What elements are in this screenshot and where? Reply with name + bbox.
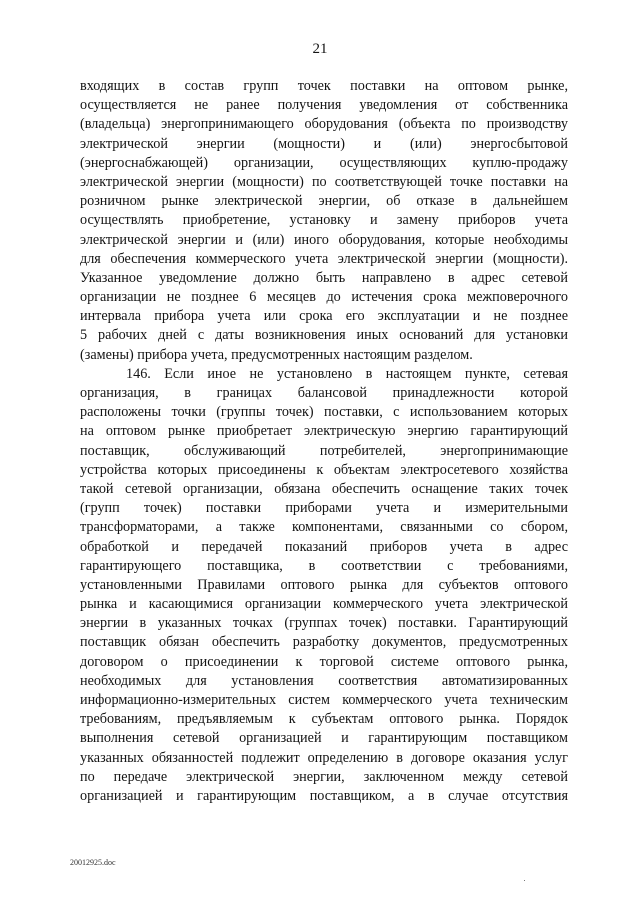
paragraph-146 xyxy=(80,365,568,806)
text-line: (владельца) энергопринимающего оборудования (объекта по производству xyxy=(80,116,568,133)
text-line: договором о присоединении к торговой системе оптового рынка, xyxy=(80,653,568,670)
text-line: Указанное уведомление должно быть направлено в адрес сетевой xyxy=(80,269,568,286)
text-line: рынка и касающимися организации коммерческого учета электрической xyxy=(80,596,568,613)
text-line: организацией и гарантирующим поставщиком, а в случае отсутствия xyxy=(80,787,568,804)
text-line: такой сетевой организации, обязана обеспечить оснащение таких точек xyxy=(80,480,568,497)
text-line: электрической энергии (мощности) по соответствующей точке поставки на xyxy=(80,173,568,190)
text-line: информационно-измерительных систем коммерческого учета техническим xyxy=(80,692,568,708)
text-line: требованиям, предъявляемым к субъектам оптового рынка. Порядок xyxy=(80,711,568,728)
text-line: для обеспечения коммерческого учета электрической энергии (мощности). xyxy=(80,250,568,267)
text-line: осуществляется не ранее получения уведомления от собственника xyxy=(80,97,568,114)
text-line: организация, в границах балансовой принадлежности которой xyxy=(80,385,568,401)
text-line: розничном рынке электрической энергии, об отказе в дальнейшем xyxy=(80,193,568,210)
text-line: (энергоснабжающей) организации, осуществляющих куплю-продажу xyxy=(80,154,568,171)
text-line: указанных обязанностей подлежит определению в договоре оказания услуг xyxy=(80,749,568,766)
text-line: 5 рабочих дней с даты возникновения иных оснований для установки xyxy=(80,327,568,344)
text-line: выполнения сетевой организацией и гарантирующим поставщиком xyxy=(80,730,568,747)
footer-filename: 20012925.doc xyxy=(70,858,116,867)
text-line: по передаче электрической энергии, заключенном между сетевой xyxy=(80,768,568,785)
text-line: электрической энергии и (или) иного оборудования, которые необходимы xyxy=(80,231,568,248)
text-line: энергии в указанных точках (группах точек) поставки. Гарантирующий xyxy=(80,615,568,632)
text-line: организации не позднее 6 месяцев до истечения срока межповерочного xyxy=(80,289,568,306)
text-line: интервала прибора учета или срока его эксплуатации и не позднее xyxy=(80,308,568,325)
text-line: обработкой и передачей показаний приборов учета в адрес xyxy=(80,538,568,555)
text-line: (замены) прибора учета, предусмотренных настоящим разделом. xyxy=(80,346,473,363)
page-number: 21 xyxy=(312,41,328,57)
scan-artifact xyxy=(524,880,525,881)
text-line: трансформаторами, а также компонентами, связанными со сбором, xyxy=(80,519,568,536)
text-line: расположены точки (группы точек) поставки, с использованием которых xyxy=(80,404,568,421)
text-line: поставщик обязан обеспечить разработку документов, предусмотренных xyxy=(80,634,568,651)
text-line: устройства которых присоединены к объектам электросетевого хозяйства xyxy=(80,461,568,478)
text-line: входящих в состав групп точек поставки на оптовом рынке, xyxy=(80,78,568,94)
text-line: на оптовом рынке приобретает электрическую энергию гарантирующий xyxy=(80,423,568,440)
text-line: необходимых для установления соответствия автоматизированных xyxy=(80,672,568,689)
text-line: осуществлять приобретение, установку и замену приборов учета xyxy=(80,212,568,229)
text-line: (групп точек) поставки приборами учета и измерительными xyxy=(80,500,568,517)
paragraph-continuation xyxy=(80,77,568,365)
document-body xyxy=(80,77,568,806)
text-line: установленными Правилами оптового рынка для субъектов оптового xyxy=(80,576,568,593)
text-line: электрической энергии (мощности) и (или) энергосбытовой xyxy=(80,135,568,152)
text-line: поставщик, обслуживающий потребителей, энергопринимающие xyxy=(80,442,568,459)
text-line: 146. Если иное не установлено в настоящем пункте, сетевая xyxy=(126,365,568,382)
text-line: гарантирующего поставщика, в соответствии с требованиями, xyxy=(80,557,568,574)
